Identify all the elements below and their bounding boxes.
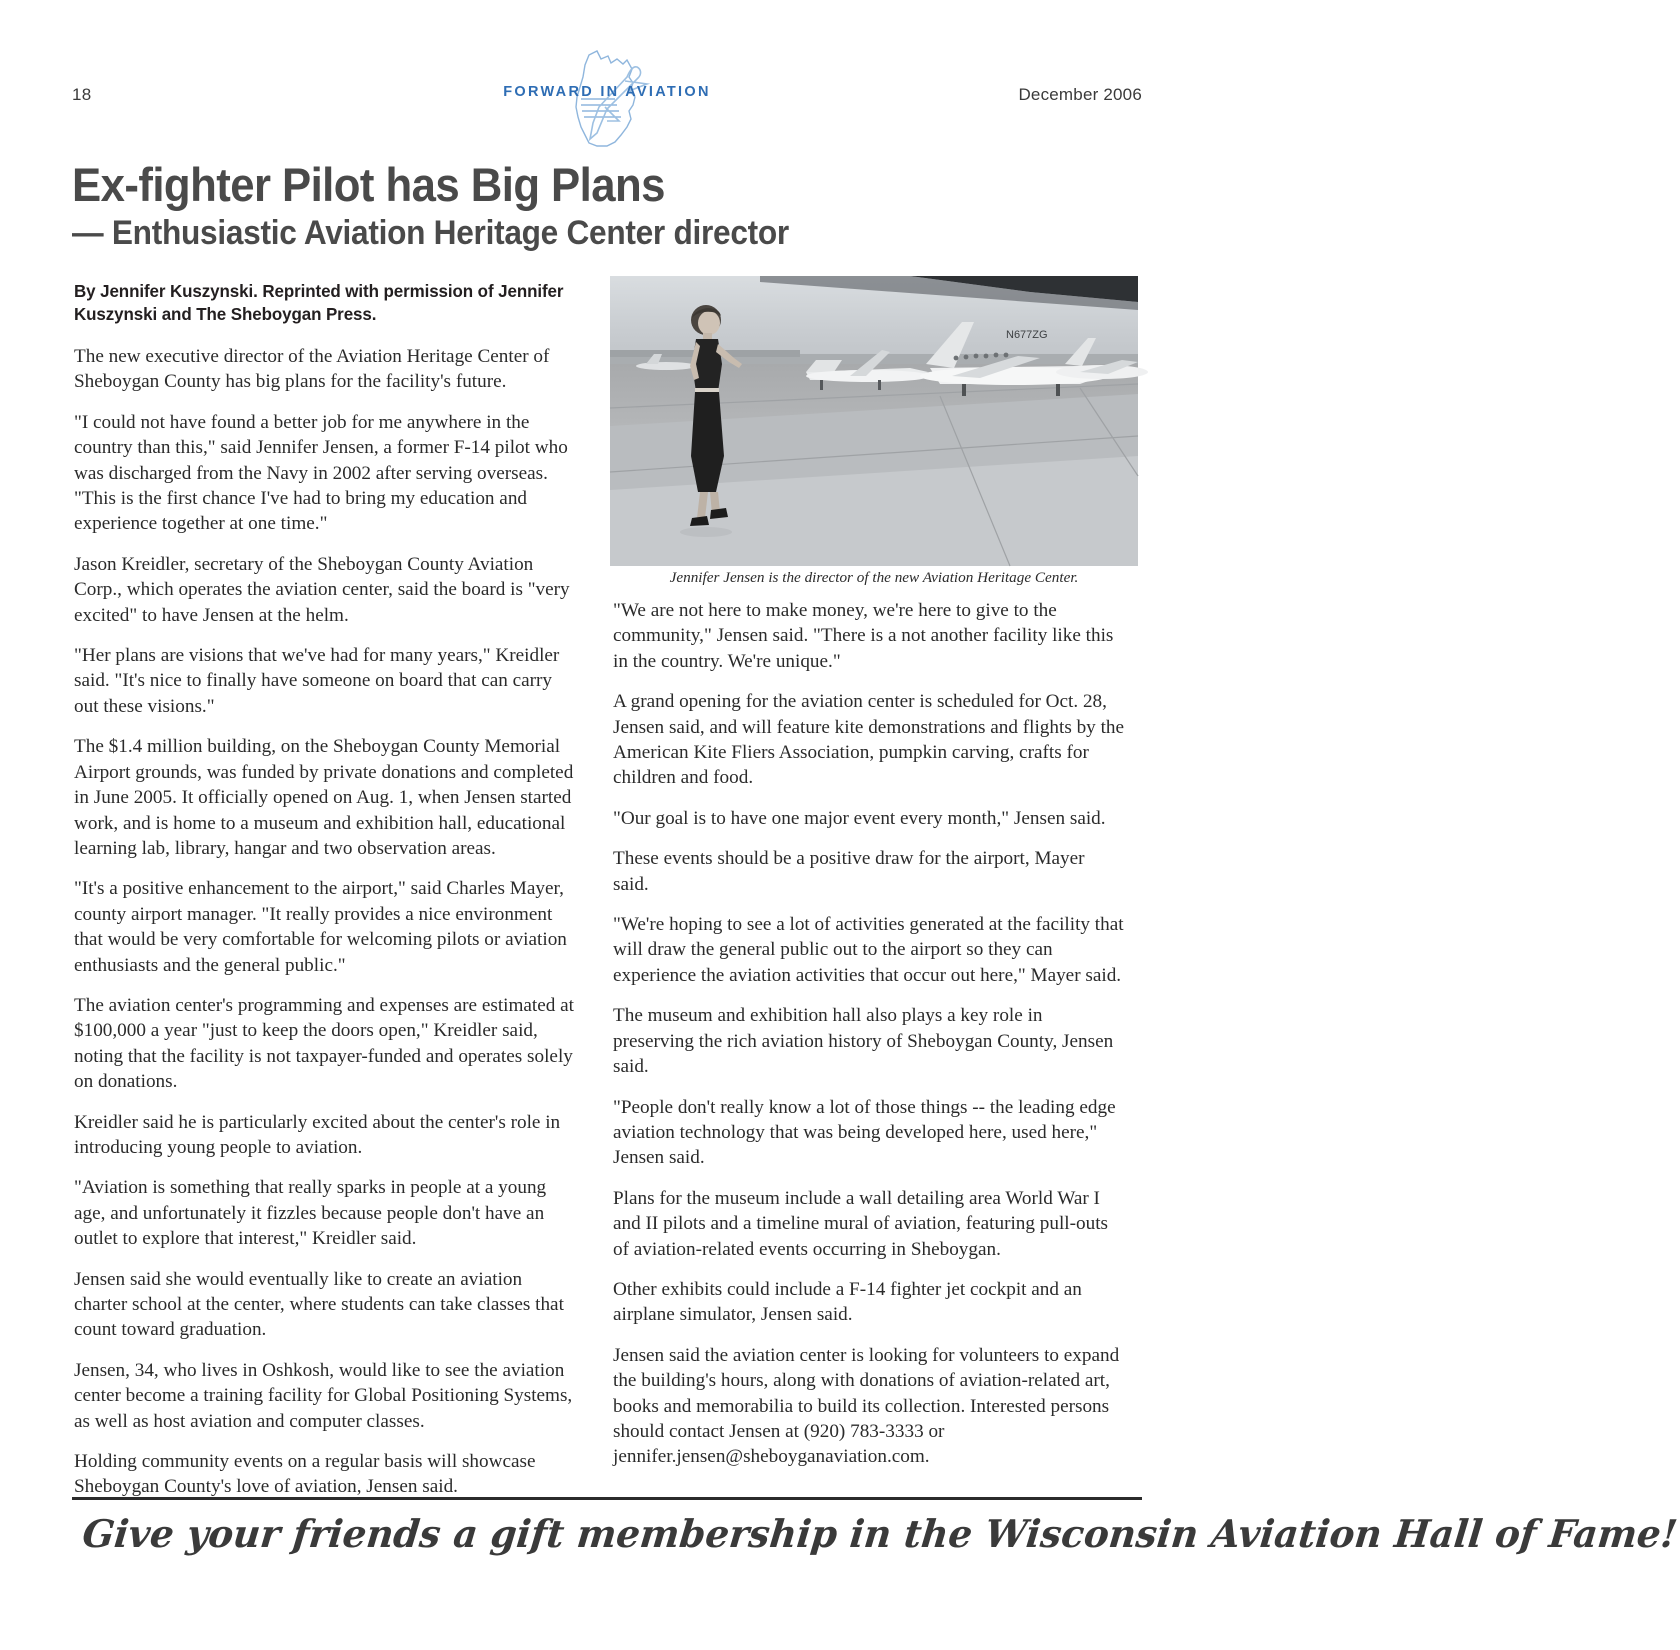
body-paragraph: Holding community events on a regular basis will showcase Sheboygan County's love of aviation, Jensen said. xyxy=(74,1451,536,1498)
logo-wordmark: FORWARD IN AVIATION xyxy=(503,84,711,100)
body-paragraph: "Our goal is to have one major event every month," Jensen said. xyxy=(613,807,1106,829)
body-paragraph: Jensen said the aviation center is looking for volunteers to expand the building's hours, along with donations of aviation-related art, books and memorabilia to build its collection. Interested persons should contact Jensen at (920) 783-3333 or jennifer.jensen@sheboyganaviation.com. xyxy=(613,1344,1120,1468)
body-paragraph: "Aviation is something that really sparks in people at a young age, and unfortunately it fizzles because people don't have an outlet to explore that interest," Kreidler said. xyxy=(74,1177,547,1250)
masthead xyxy=(72,55,1142,145)
body-paragraph: Jensen, 34, who lives in Oshkosh, would like to see the aviation center become a training facility for Global Positioning Systems, as well as host aviation and computer classes. xyxy=(74,1359,573,1432)
body-paragraph: The aviation center's programming and expenses are estimated at $100,000 a year "just to keep the doors open," Kreidler said, noting that the facility is not taxpayer-funded and operates solely on donations. xyxy=(74,994,575,1093)
body-paragraph: Plans for the museum include a wall detailing area World War I and II pilots and a timeline mural of aviation, featuring pull-outs of aviation-related events occurring in Sheboygan. xyxy=(613,1187,1109,1260)
aircraft-tail-number: N677ZG xyxy=(1006,329,1048,341)
body-paragraph: Kreidler said he is particularly excited about the center's role in introducing young people to aviation. xyxy=(74,1111,561,1158)
forward-in-aviation-logo xyxy=(477,47,737,151)
body-paragraph: "I could not have found a better job for me anywhere in the country than this," said Jennifer Jensen, a former F-14 pilot who was discharged from the Navy in 2002 after serving overseas. "This is the first chance I've had to bring my education and experience together at one time." xyxy=(74,411,568,535)
body-paragraph: "We are not here to make money, we're here to give to the community," Jensen said. "There is a not another facility like this in the country. We're unique." xyxy=(613,600,1114,672)
body-paragraph: Jensen said she would eventually like to create an aviation charter school at the center, where students can take classes that count toward graduation. xyxy=(74,1268,564,1341)
left-column xyxy=(74,280,579,1515)
body-paragraph: The new executive director of the Aviation Heritage Center of Sheboygan County has big plans for the facility's future. xyxy=(74,346,550,393)
article-headline: Ex-fighter Pilot has Big Plans xyxy=(72,158,665,211)
body-paragraph: Jason Kreidler, secretary of the Sheboygan County Aviation Corp., which operates the aviation center, said the board is "very excited" to have Jensen at the helm. xyxy=(74,553,570,626)
body-paragraph: The museum and exhibition hall also plays a key role in preserving the rich aviation history of Sheboygan County, Jensen said. xyxy=(613,1005,1114,1078)
byline: By Jennifer Kuszynski. Reprinted with permission of Jennifer Kuszynski and The Sheboygan Press. xyxy=(74,281,564,324)
right-column xyxy=(613,598,1125,1485)
body-paragraph: "Her plans are visions that we've had for many years," Kreidler said. "It's nice to finally have someone on board that can carry out these visions." xyxy=(74,645,560,717)
page-number: 18 xyxy=(72,85,92,104)
body-paragraph: A grand opening for the aviation center is scheduled for Oct. 28, Jensen said, and will feature kite demonstrations and flights by the American Kite Fliers Association, pumpkin carving, crafts for children and food. xyxy=(613,691,1125,789)
headline-block xyxy=(72,160,1142,254)
body-paragraph: The $1.4 million building, on the Sheboygan County Memorial Airport grounds, was funded by private donations and completed in June 2005. It officially opened on Aug. 1, when Jensen started work, and is home to a museum and exhibition hall, educational learning lab, library, hangar and two observation areas. xyxy=(74,736,574,859)
body-paragraph: "It's a positive enhancement to the airport," said Charles Mayer, county airport manager. "It really provides a nice environment that would be very comfortable for welcoming pilots or aviation enthusiasts and the general public." xyxy=(74,878,567,976)
body-paragraph: "People don't really know a lot of those things -- the leading edge aviation technology that was being developed here, used here," Jensen said. xyxy=(613,1096,1116,1169)
article-subheadline: — Enthusiastic Aviation Heritage Center director xyxy=(72,214,789,252)
footer-divider xyxy=(72,1497,1142,1500)
article-photo xyxy=(610,276,1138,566)
body-paragraph: "We're hoping to see a lot of activities generated at the facility that will draw the general public out to the airport so they can experience the aviation activities that occur out here," Mayer said. xyxy=(613,914,1124,986)
photo-caption: Jennifer Jensen is the director of the new Aviation Heritage Center. xyxy=(669,569,1079,586)
issue-date: December 2006 xyxy=(1018,85,1142,104)
body-paragraph: Other exhibits could include a F-14 fighter jet cockpit and an airplane simulator, Jensen said. xyxy=(613,1278,1082,1326)
footer-promo: Give your friends a gift membership in the Wisconsin Aviation Hall of Fame! xyxy=(80,1511,1680,1556)
body-paragraph: These events should be a positive draw for the airport, Mayer said. xyxy=(613,848,1085,895)
